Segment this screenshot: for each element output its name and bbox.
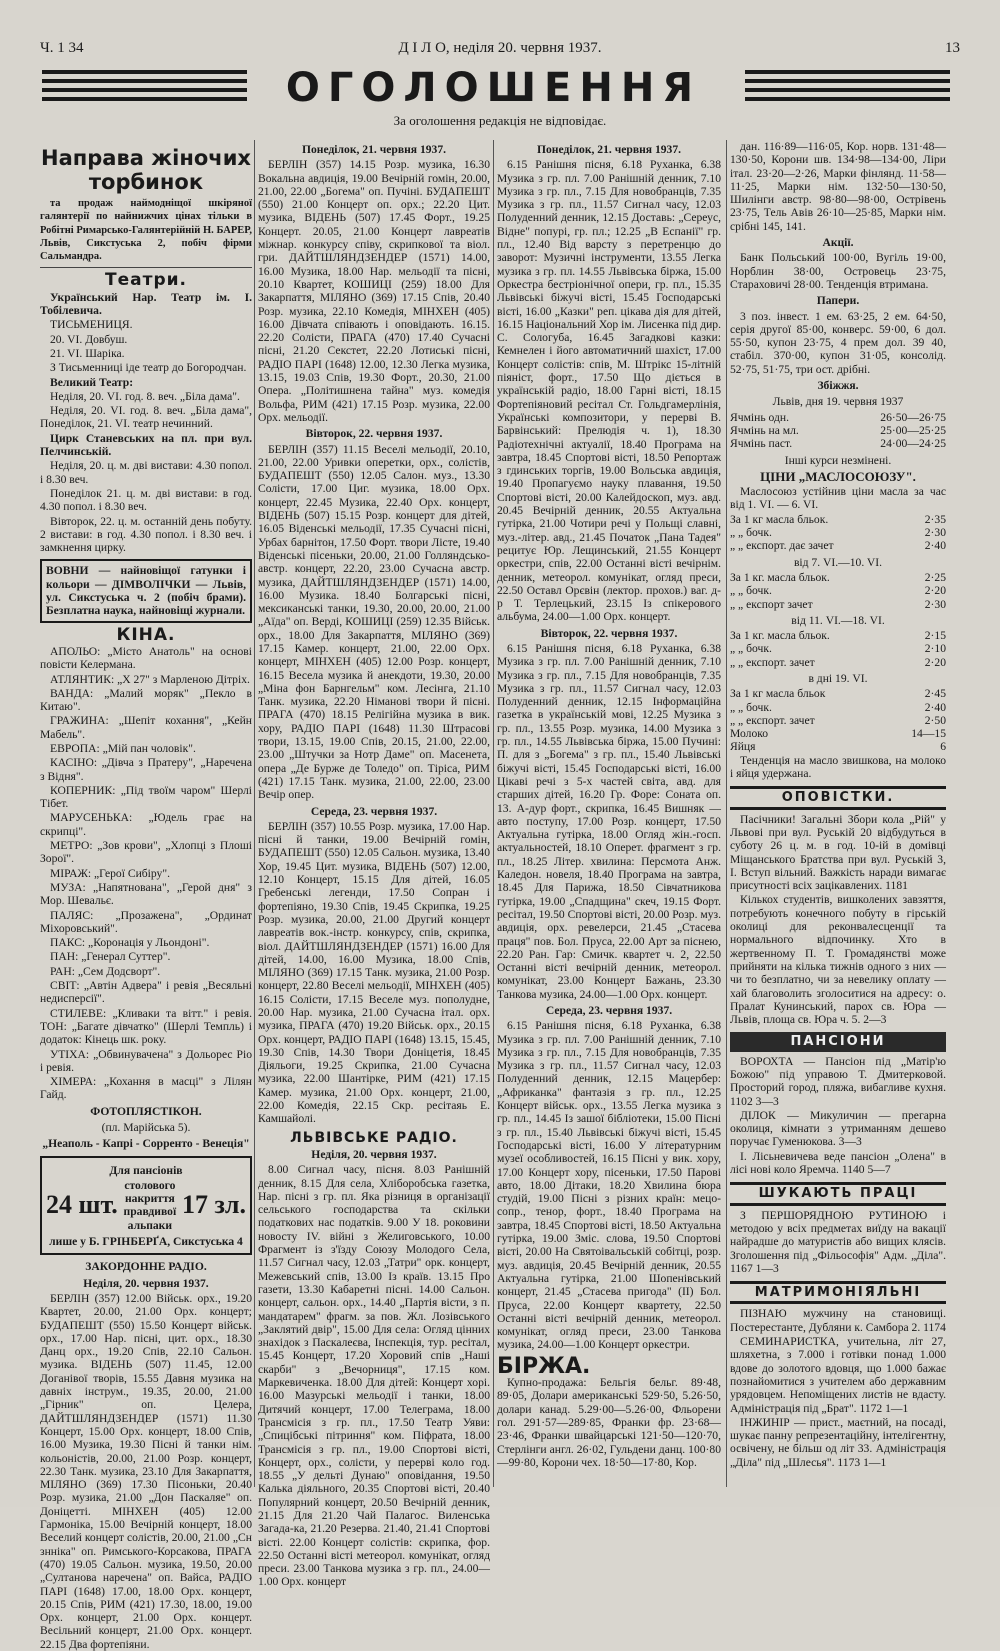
theatre-line: Український Нар. Театр ім. І. Тобілевича. [40, 290, 252, 318]
grain-row [730, 411, 946, 424]
tableware-count: 24 шт. [46, 1190, 118, 1220]
butter-prices-heading: ЦІНИ „МАСЛОСОЮЗУ". [760, 468, 916, 484]
column-divider [493, 140, 494, 1487]
cinema-line: УТІХА: „Обвинувачена" з Дольорес Ріо і ревія. [40, 1047, 252, 1074]
price-value: 2·15 [924, 629, 946, 643]
cinema-line: КАСІНО: „Дівча з Пратеру", „Наречена з Відня". [40, 756, 252, 783]
folio [40, 40, 960, 60]
price-period: від 7. VI.—10. VI. [793, 555, 883, 569]
price-value: 2·35 [924, 512, 946, 526]
column-divider [726, 140, 727, 1487]
foreign-radio-text: БЕРЛІН (357) 12.00 Військ. орх., 19.20 Квартет, 20.00, 21.00 Орх. концерт; БУДАПЕШТ (550) 15.50 Концерт військ. орх., 17.00 Нар. пісні, цит. орх., 18.30 Данц орх., 19.20 Спів, 22.10 Сальон. музика. ВІДЕНЬ (507) 11.45, 12.00 Доганівої творів, 15.55 Давня музика на давніх інструм., 19.35, 20.00, 21.00 „Гірник" оп. Целера, ДАЙТШЛЯНДЗЕНДЕР (1571) 11.30 Концерт, 15.00 Орх. концерт, 18.00 Спів, 16.00 Музика, 19.30 Пісні й танки нім. кольоністів, 20.00, 21.00 Розр. концерт, 22.30 Танк. музика, 23.10 Для Закарпаття, МІЛЯНО (369) 17.30 Пісоньки, 20.40 Розр. музика, 21.00 „Дон Паскаляе" оп. Доніцетті. МІНХЕН (405) 12.00 Гармоніка, 15.00 Вечірній концерт, 18.00 Веселий концерт солістів, 20.00, 21.00 „Сн знніка" оп. Римського-Корсакова, ПРАГА (470) 19.05 Сальон. музика, 19.50, 20.00 „Султанова наречена" оп. Вайса, РАДІО ПАРІ (1648) 17.00, 18.00 Орх. концерт, 20.15 Спів, РИМ (421) 17.30, 18.00, 19.00 Орх. концерт, 21.00 Орх. концерт. Весільний концерт, 21.00 Орх. концерт. 22.15 Два фортепіяни. [40, 1291, 252, 1651]
theatre-line: Понеділок 21. ц. м. дві вистави: в год. 4.30 попол. і 8.30 веч. [40, 486, 252, 514]
price-label: „ „ експорт. зачет [730, 655, 815, 669]
radio-day-heading: Понеділок, 21. червня 1937. [301, 143, 447, 156]
price-value: 2·40 [924, 700, 946, 714]
column-2 [258, 140, 490, 1589]
matrimonial-ad: СЕМИНАРИСТКА, учительна, літ 27, шляхетна, з 7.000 і готівки понад 1.000 вдове до золотого вдовця, що 1.000 бажає познайомитися з учителем або державним урядовцем. Непоміщених листів не вдасту. Адміністрація під „Брат". 1172 1—1 [730, 1335, 946, 1415]
tableware-ad-row [46, 1179, 246, 1232]
price-row [730, 687, 946, 700]
grain-name: Ячмінь одн. [730, 410, 789, 424]
price-row [730, 539, 946, 552]
radio-day-heading: Вівторок, 22. червня 1937. [540, 626, 678, 640]
folio-sheet-number: 13 [945, 40, 960, 56]
price-label: За 1 кг. масла бльок. [730, 570, 830, 584]
folio-masthead: Д І Л О, неділя 20. червня 1937. [398, 40, 602, 56]
cinema-line: АПОЛЬО: „Місто Анатоль" на основі повісти Келермана. [40, 644, 252, 672]
boarding-house-ad: ВОРОХТА — Пансіон під „Матір'ю Божою" під управою Т. Дмитерковой. Просторий город, пляжа, вибагливе кухня. 1102 3—3 [730, 1054, 946, 1108]
radio-program-text: 6.15 Ранішня пісня, 6.18 Руханка, 6.38 Музика з гр. пл. 7.00 Ранішній денник, 7.10 Музика з гр. пл., 7.15 Для новобранців, 7.35 Музика з гр. пл., 11.57 Сигнал часу, 12.03 Полуденний денник, 12.15 Інформаційна газетка в українській мові, 12.25 Музика з гр. пл., 13.55 Розр. музика, 14.00 Музика з гр. пл., 14.55 Львівська біржа, 15.00 Пучині: П. для з „Богема" з гр. пл., 15.40 Львівські біжучі вісті, 15.45 Господарські вісті, 16.00 Цікаві речі з 5-х частей світа, авд. для старших дітей, 16.20 Гр. Форе: Соната оп. 13. А-дур форт., скрипка, 16.45 Вишняк — авто поступу, 17.00 Розр. концерт, 17.50 Актуальна гутірка, 18.00 Огляд жін.-госп. актуальностей, 18.10 Оперет. фрагмент з гр. пл., 18.25 Літер. хвилина: Персмота Анж. Каледон. новеля, 18.40 Програма на завтра, 18.45 Для Парижа, 18.50 Сівчатникова гутірка, 19.00 „Спадщина" скеч, 19.15 Форт. ресітал, 19.50 Спортові вісті, 20.00 Розр. муз. авдиція, орх. ревелерси, 21.45 „Стасева праця" пов. Бол. Пруса, 22.00 Арт за піснею, 22.20 Ран. Гар: Смичк. квартет ч. 2, 22.50 Останні вісті вечірній денник, метеорол. комунікат, 23.00 Концерт Бажань, 23.30 Танкова музика, 24.00—1.00 Орх. концерт. [497, 641, 721, 1001]
radio-program-text: БЕРЛІН (357) 11.15 Веселі мельодії, 20.10, 21.00, 22.00 Уривки оперетки, орх., солістів, БУДАПЕШТ (550) 12.05 Салон. муз., 13.30 Солісти, 17.00 Циг. музика, 18.00 Орх. концерт, 22.45 Музика, 22.40 Орх. концерт, ВІДЕНЬ (507) 15.15 Розр. концерт для дітей, 16.05 Віденські мельодії, 17.35 Сучасні пісні, Урбах барнітон, 17.50 Форт. твори Лісте, 19.40 Віденські пісеньки, 20.00, 21.00 Голляндсько-австр. концерт, 22.20, 23.00 Сучасна австр. музика, ДАЙТШЛЯНДЗЕНДЕР (1571) 14.00, 16.00 Музика. 18.40 Болгарські пісні, мексиканські танки, 19.30, 20.00, 20.00, 21.00 „Аїда" оп. Верді, КОШИЦІ (259) 12.35 Військ. орх., 18.00 Для Закарпаття, МІЛЯНО (369) 17.15 Камер. концерт, 21.00, 22.00 Орх. концерт, МІНХЕН (405) 12.00 Розр. концерт, 16.15 Весела музика й анекдоти, 19.30, 20.00 „Міна фон Барнгельм" ком. Лесінга, 21.10 Танк. музика, 22.20 Німанові твори й пісні. ПРАГА (470) 18.15 Релігійна музика в вик. хору, РАДІО ПАРІ (1648) 11.30 Штрасові твори, 13.15, 19.00 Спів, 20.15, 21.00, 22.00, 23.00 „Штучки за Нотр Даме" оп. Масенета, опера „Де Бурже де Толедо" оп. Тіріса, РИМ (421) 17.15 Танк. музика, 21.00, 22.00, 23.00 Вечір опер. [258, 442, 490, 802]
price-label: „ „ експорт зачет [730, 597, 813, 611]
price-value: 2·30 [924, 526, 946, 540]
price-row [730, 727, 946, 740]
foreign-radio-day: Неділя, 20. червня 1937. [83, 1276, 209, 1290]
radio-day-heading: Понеділок, 21. червня 1937. [536, 143, 682, 156]
cinema-line: ГРАЖИНА: „Шепіт кохання", „Кейн Мабель". [40, 714, 252, 741]
matrimonial-ad: ІНЖИНІР — прист., маєтний, на посаді, шукає панну репрезентаційну, інтелігентну, освічену, не більш од літ 33. Адміністрація „Діла" під „Шлесья". 1173 1—1 [730, 1415, 946, 1469]
price-row [730, 526, 946, 539]
price-label: За 1 кг масла бльок. [730, 512, 829, 526]
price-period: в дні 19. VI. [808, 671, 868, 685]
price-label: „ „ бочк. [730, 584, 772, 598]
grain-note: Інші курси незмінені. [784, 453, 892, 467]
price-row [730, 513, 946, 526]
grain-name: Ячмінь паст. [730, 437, 793, 451]
cinema-line: РАН: „Сем Додсворт". [50, 964, 161, 978]
grain-price: 26·50—26·75 [880, 410, 946, 424]
tableware-price: 17 зл. [181, 1190, 246, 1220]
matrimonial-ad: ПІЗНАЮ мужчину на становищі. Постерестанте, Дубляни к. Самбора 2. 1174 [730, 1307, 946, 1334]
banner-note: За оголошення редакція не відповідає. [393, 113, 607, 128]
cinema-line: КОПЕРНИК: „Під твоїм чаром" Шерлі Тібет. [40, 783, 252, 811]
radio-program-text: БЕРЛІН (357) 14.15 Розр. музика, 16.30 Вокальна авдиція, 19.00 Вечірній гомін, 20.00, 21.00, 22.00 „Богема" оп. Пучіні. БУДАПЕШТ (550) 21.00 Концерт оп. орх.; 22.20 Цит. музика, ВІДЕНЬ (507) 17.45 Форт., 19.25 Концерт. 20.05, 21.00 Концерт лавреатів міжнар. конкурсу співу, скрипкової та віол. гри. ДАЙТШЛЯНДЗЕНДЕР (1571) 14.00, 16.00 Музика, 18.00 Нар. мельодії та пісні, 20.10 Квартет, КОШИЦІ (259) 18.00 Для Закарпаття, МІЛЯНО (369) 17.15 Спів, 20.40 Розр. музика, 22.10 Комедія, МІНХЕН (405) 16.00 Дівчата співають і оповідають. 16.15. 22.20 Солісти, ПРАГА (470) 17.40 Сучасні пісні, 21.20 Секстет, 22.20 Лотиські пісні, РАДІО ПАРІ (1648) 12.00, 12.30 Легка музика, 13.15, 19.03 Спів, 19.30 Форт., 20.30, 21.00 Опера. „Політишнена тайна" муз. комедія Вольфа, РИМ (421) 17.15 Розр. музика, 22.00 Орх. мельодії. [258, 158, 490, 424]
cinema-line: АТЛЯНТИК: „Х 27" з Марленою Дітріх. [50, 672, 250, 686]
price-value: 2·50 [924, 713, 946, 727]
column-divider [254, 140, 255, 1487]
theatre-line: Неділя, 20. VI. год. 8. веч. „Біла дама", Понеділок, 21. VI. театр нечинний. [40, 404, 252, 431]
radio-day-heading: Вівторок, 22. червня 1937. [305, 427, 443, 441]
price-row [730, 642, 946, 655]
wool-ad-box: ВОВНИ — найновіщої гатунки і кольори — ДІМВОЛІЧКИ — Львів, ул. Сикстуська ч. 2 (побіч брами). Безплатна наука, найновіщі журнали. [40, 559, 252, 622]
grain-row [730, 424, 946, 437]
exchange-heading: БІРЖА. [497, 1353, 591, 1379]
notices-heading: ОПОВІСТКИ. [730, 786, 946, 809]
cinema-line: МУЗА: „Напятнована", „Герой дня" з Мор. Шевальє. [40, 880, 252, 908]
price-label: „ „ бочк. [730, 642, 772, 656]
price-value: 2·45 [924, 687, 946, 701]
theatre-line: 21. VI. Шаріка. [50, 346, 125, 360]
butter-prices-intro: Маслосоюз устійнив ціни масла за час від 1. VI. — 6. VI. [730, 485, 946, 512]
grain-date: Львів, дня 19. червня 1937 [772, 395, 904, 409]
cinema-line: СВІТ: „Автін Адвера" і ревія „Весяльні недисперсії". [40, 979, 252, 1006]
theatre-line: Цирк Станевських на пл. при вул. Пелчинській. [40, 431, 252, 459]
tableware-desc: столового накриття правдивої альпаки [123, 1178, 177, 1232]
tableware-ad-top: Для пансіонів [109, 1163, 183, 1177]
radio-program-text: 6.15 Ранішня пісня, 6.18 Руханка, 6.38 Музика з гр. пл. 7.00 Ранішній денник, 7.10 Музика з гр. пл., 7.15 Для новобранців, 7.35 Музика з гр. пл., 11.57 Сигнал часу, 12.03 Полуденний денник, 12.15 Мацербер: „Африканка" фантазія з гр. пл., 12.25 Концерт військ. орх., 13.55 Легка музика з гр. пл., 14.45 Із зашої бібліотеки, 15.00 Пісні з гр. пл., 15.40 Львівські біжучі вісті, 15.45 Господарські вісті, 16.00 У літературним музеї особливостей, 16.15 Пісні у вик. хору, 17.00 Концерт хору, пісеньки, 17.50 Парові авто, 18.00 Дітаки, 18.20 Хвилина бюра студій, 19.00 Пісні з різних країн: мецо-сопр., тенор, форт., 18.40 Програма на завтра, 18.45 Спортові вісті, 18.50 Актуальна гутірка, 19.00 Зміс. слова, 19.50 Спортові вісті, 20.00 На Святоівальській собітці, розр. муз. авдиція, 20.45 Вечірній денник, 20.55 Актуальна гутірка, 21.00 Шопенівський концерт, 21.45 „Стасева пригода" (II) Бол. Пруса, 22.00 Концерт квартету, 22.50 Останні вісті вечірній денник, метеорол. комунікат, огляд преси, 23.00 Танкова музика, 24.00—1.00 Концерт оркестри. [497, 1019, 721, 1352]
price-label: „ „ експорт. зачет [730, 713, 815, 727]
radio-program-text: 6.15 Ранішня пісня, 6.18 Руханка, 6.38 Музика з гр. пл. 7.00 Ранішній денник, 7.10 Музика з гр. пл., 7.15 Для новобранців, 7.35 Музика з гр. пл., 11.57 Сигнал часу, 12.03 Полуденний денник, 12.15 Доставь: „Сереус, Відне" попурі, гр. пл.; 12.25 „В Еспанії" гр. пл., 12.40 Від варсту з перетренцю до заворот: Музичні інструменти, 13.55 Легка музика з гр. пл. 14.55 Львівська біржа, 15.00 Оркестра бестріонічної опери, гр. пл., 15.35 Львівські біжучі вісті, 15.45 Господарські вісті, 16.00 „Казки" реп. цікава дія для дітей, 16.15 Національний Хор ім. Лисенка під дир. С. Сологуба, 16.45 Загадкові казки: Кемнелен і його автоматичний шахіст, 17.00 Концерт солістів: спів, М. Штрікс 15-літній піяніст, форт., 17.50 Що діється в українській радіо, 18.00 Гарні вісті, 18.15 Фортепіяновий ресітал Ст. Гольдгамерлінія, Українські композитори, у перерві В. Барвінський: Прелюдія ч. 1), 18.30 Радіотехнічні актуалії, 18.40 Програма на завтра, 18.45 Спортові вісті, 18.50 Репортаж з гдинських торгів, 19.00 Вольська авдиція, 19.40 Пропагуємо науку плавання, 19.50 Спортові вісті, 20.00 Калейдоскоп, муз. авд. 20.45 Вечірній денник, 20.55 Актуальна гутірка, 21.00 Чотири речі у Польщі славні, муз.-літер. авд., 21.45 Початок „Пана Тадея" рецитує Юр. Лещинський, 21.55 Концерт оркестри, спів, 22.00 Останні вісті вечірнім. денник, метеорол. комунікат, огляд преси, 22.50 Оставл Орєвін (лектор. прохов.) ваг. д-р Т. Терлецький, 23.15 Із спікерового альбума, 24.00—1.00 Орх. концерт. [497, 158, 721, 624]
radio-program-text: БЕРЛІН (357) 10.55 Розр. музика, 17.00 Нар. пісні й танки, 19.00 Вечірній гомін, БУДАПЕШТ (550) 12.05 Сальон. музика, 13.40 Хор, 19.45 Цит. музика, ВІДЕНЬ (507) 12.00, 12.10 Концерт, 15.15 Для дітей, 16.05 Гребенські легенди, 17.50 Сопран і фортепіяно, 19.30 Спів, 19.45 Скрипка, 19.25 Розр. музика, 20.00, 21.00 Другий концерт лавреатів вок.-інстр. конкурсу, спів, скрипка, віол. ДАЙТШЛЯНДЗЕНДЕР (1571) 16.00 Для дітей, 14.00, 16.00 Музика, 18.00 Спів, МІЛЯНО (369) 17.15 Танк. музика, 21.00 Розр. концерт, 22.80 Веселі мельодії, МІНХЕН (405) 16.15 Солісти, 17.15 Веселе муз. пополудне, 20.00 Нар. музика, 21.00 Сучасна італ. орх. музика, ПРАГА (470) 19.20 Військ. орх., 20.15 Орх. концерт, РАДІО ПАРІ (1648) 13.15, 15.45, 19.30 Спів, 14.30 Твори Доніцетія, 18.45 Діяльоги, 19.25 Скрипка, 21.00 Сучасна музика, 22.00 Шантірке, РИМ (421) 17.15 Камер. музика, 21.00 Орх. концерт, 21.00, 22.00 Комедія, 22.15 Скр. ресітаяь Е. Камшайолі. [258, 819, 490, 1126]
theatre-line: Великий Театр: [50, 375, 134, 389]
theatre-line: 20. VI. Довбуш. [50, 332, 128, 346]
price-row [730, 629, 946, 642]
price-label: За 1 кг. масла бльок. [730, 629, 830, 643]
cinema-line: ПАЛЯС: „Прозажена", „Ординат Міхоровський". [40, 908, 252, 935]
tableware-ad-bottom: лише у Б. ГРІНБЕРҐА, Сикстуська 4 [49, 1235, 243, 1249]
theatres-heading: Театри. [105, 270, 187, 291]
price-row [730, 598, 946, 611]
shares-heading: Акції. [822, 236, 854, 250]
price-value: 2·10 [924, 642, 946, 656]
cinema-line: ЕВРОПА: „Мій пан чоловік". [50, 741, 196, 755]
theatre-line: ТИСЬМЕНИЦЯ. [50, 318, 133, 332]
butter-prices-note: Тенденція на масло звишкова, на молоко і яйця удержана. [730, 753, 946, 781]
cinema-line: МАРУСЕНЬКА: „Юдель грає на скрипці". [40, 811, 252, 838]
fotoplasticon-address: (пл. Марійська 5). [101, 1121, 191, 1134]
tableware-ad-box [40, 1156, 252, 1256]
notice-text: Кількох студентів, вишколених завзяття, потребують конечного побуту в гірській околиці для реконвалесценції та нормального відпочинку. Хто в жертвенному П. Т. Громадянстві може прийняти на кілька тижнів одного з них — чи то безплатно, чи за невелику оплату — хай благоволить зголоситися на адресу: о. Пралат Кунинський, парох св. Юра — Львів, площа св. Юра ч. 5. 2—3 [730, 893, 946, 1027]
price-value: 2·25 [924, 570, 946, 584]
column-3 [497, 140, 721, 1487]
grain-price: 24·00—24·25 [880, 437, 946, 451]
divider [40, 267, 252, 268]
shares-text: Банк Польський 100·00, Вугіль 19·00, Норблин 38·00, Островець 23·75, Стараховичі 28·00. Тенденція втримана. [730, 251, 946, 291]
cinema-line: МЕТРО: „Зов крови", „Хлопці з Плоші Зорої". [40, 839, 252, 866]
exchange-continued: дан. 116·89—116·05, Кор. норв. 131·48—130·50, Корони шв. 134·98—134·00, Ліри італ. 23·20—2·26, Марки фінлянд. 11·58—11·25, Марки нім. 132·50—130·50, Шилінги австр. 98·80—98·00, Острівень 23·75, Тель Авів 26·10—25·85, Марки нім. срібні 145, 141. [730, 140, 946, 233]
seeking-work-ad: З ПЕРШОРЯДНОЮ РУТИНОЮ і методою у всіх предметах виїду на вакації найрадше до матуристів або вищих клясів. Зголошення під „Фільософія" Адм. „Діла". 1167 1—3 [730, 1208, 946, 1275]
theatre-line: Неділя, 20. VI. год. 8. веч. „Біла дама". [50, 389, 240, 403]
price-period: від 11. VI.—18. VI. [791, 613, 885, 627]
price-value: 6 [940, 740, 946, 754]
price-row [730, 714, 946, 727]
cinema-line: ХІМЕРА: „Кохання в масці" з Лілян Гайд. [40, 1075, 252, 1102]
cinema-heading: КІНА. [116, 624, 176, 645]
ad-text: та продаж наймодніщої шкіряної галянтерії по найнижчих цінах тільки в Робітні Римарсько-Галянтерійній Н. БАРЕР, Львів, Сикстуська 2, побіч фірми Сальмандра. [40, 198, 252, 263]
cinema-line: СТИЛЕВЕ: „Кливаки та вітт." і ревія. ТОН: „Багате дівчатко" (Шерлі Темпль) і додаток: Кінець шк. року. [40, 1006, 252, 1047]
banner-rules-right [745, 70, 950, 106]
boarding-house-ad: І. Лісьневичева веде пансіон „Олена" в лісі нові коло Яремча. 1140 5—7 [730, 1149, 946, 1177]
price-label: Яйця [730, 740, 756, 754]
fotoplasticon-heading: ФОТОПЛЯСТІКОН. [90, 1104, 202, 1118]
ad-title: Направа жіночих торбинок [41, 146, 251, 194]
price-value: 2·20 [924, 655, 946, 669]
notice-text: Пасічники! Загальні Збори кола „Рій" у Львові при вул. Руській 20 відбудуться в суботу 26 ц. м. в год. 10-ій в домівці Міщанського Братства при вул. Руській 3, І. Вступ вільний. Важкість наради вимагає присутності всіх зацікавлених. 1181 [730, 812, 946, 893]
radio-day-heading: Середа, 23. червня 1937. [545, 1004, 673, 1017]
boarding-houses-heading: ПАНСІОНИ [730, 1032, 946, 1051]
fotoplasticon-program: „Неаполь - Капрі - Сорренто - Венеція" [42, 1137, 250, 1151]
foreign-radio-heading: ЗАКОРДОННЕ РАДІО. [85, 1260, 207, 1274]
theatre-line: Неділя, 20. ц. м. дві вистави: 4.30 попол. і 8.30 веч. [40, 459, 252, 486]
price-row [730, 740, 946, 753]
theatre-line: Вівторок, 22. ц. м. останній день побуту. 2 вистави: в год. 4.30 попол. і 8.30 веч. і замкнення цирку. [40, 514, 252, 555]
seeking-work-heading: ШУКАЮТЬ ПРАЦІ [730, 1182, 946, 1205]
theatre-line: З Тисьменниці іде театр до Богородчан. [50, 361, 247, 375]
boarding-house-ad: ДІЛОК — Микуличин — прегарна околиця, кімнати з утриманням дешево поручає Гуменюкова. 3—3 [730, 1108, 946, 1149]
exchange-text: Купно-продажа: Бельгія бельг. 89·48, 89·05, Долари американські 529·50, 5.26·50, долари канад. 5.29·00—5.26·00, Фльорени гол. 291·57—289·85, Франки фр. 23·68—23·46, Франки швайцарські 121·50—120·70, Стерлінги англ. 26·02, Гульдени данц. 100·80—99·80, Корони чех. 18·50—17·80, Кор. [497, 1376, 721, 1469]
price-label: „ „ бочк. [730, 526, 772, 540]
column-4 [730, 140, 946, 1487]
column-1 [40, 140, 252, 1651]
price-row [730, 584, 946, 597]
grain-name: Ячмінь на мл. [730, 423, 799, 437]
folio-page-number: Ч. 1 34 [40, 40, 84, 56]
cinema-line: ПАН: „Генерал Суттер". [50, 950, 171, 964]
grain-heading: Збіжжя. [817, 379, 859, 393]
lviv-radio-text: 8.00 Сигнал часу, пісня. 8.03 Ранішній денник, 8.15 Для села, Хліборобська газетка, Нар. пісні з гр. пл. Яка різниця в організації сельського господарства та скільки податкових нас податків. 9.00 У 18. роковини новосту IV. війні з Желиговського, 10.00 Фрагмент із з'їзду Союзу Молодого Села, 11.57 Сигнал часу, 12.03 „Татри" орк. концерт, Межевський спів, 13.00 Із країв. 13.15 Про газети, 13.30 Кабаретні пісні. 14.00 Сальон. концерт, сальон. орх., 14.40 „Партія вісти, з п. мандатарем" фрагм. за пов. Жл. Лозівського „Заклятий двір", 15.00 Для села: Огляд цінних знахідок з Паскалеєва, Інспекція, тур. ресітал, 15.45 Концерт, 17.20 Хоровий спів „Наші скарби" з „Вечорниця", 17.15 ком. Маркевиченка. 18.00 Для дітей: Концерт хорі. 16.00 Мазурські мельодії і танки, 18.00 Дитячий концерт, 17.00 Телеграма, 18.00 Трансмісія з гр. пл., 17.50 Театр Уяви: „Спицібські пітриння" ком. Піфрата, 18.00 Трансмісія з гр. пл., 19.00 Спортові вісті, Концерт, орх., солісти, у перерві коло год. 18.55 „У дельті Дунаю" оповідання, 19.50 Калька діяльного, 20.35 Спортові вісті, 20.40 Популярний концерт, 20.50 Вечірній денник, 21.15 Для 21.20 Чай Палагос. Виленська Загада-ка, 21.20 Резерва. 21.40, 21.41 Спортові вісті. 22.00 Концерт солістів: скрипка, фор. 22.50 Останні вісті метеорол. комунікат, огляд преси. 23.00 Танкова музика з гр. пл., 24.00—1.00 Орх. концерт [258, 1163, 490, 1589]
cinema-line: МІРАЖ: „Герої Сибіру". [50, 866, 170, 880]
lviv-radio-heading: ЛЬВІВСЬКЕ РАДІО. [290, 1129, 458, 1146]
price-row [730, 571, 946, 584]
securities-text: 3 поз. інвест. 1 ем. 63·25, 2 ем. 64·50, серія другої 85·00, конверс. 59·00, 6 дол. 55·50, купон 23·75, 4 прем дол. 39 40, стабіл. 370·00, купон 31·05, консолід. 52·75, 51·75, три ост. дрібні. [730, 309, 946, 376]
price-label: За 1 кг масла бльок [730, 687, 826, 701]
banner-title: ОГОЛОШЕННЯ [285, 65, 702, 111]
price-value: 2·20 [924, 584, 946, 598]
lviv-radio-day: Неділя, 20. червня 1937. [311, 1147, 437, 1161]
cinema-line: ПАКС: „Коронація у Льондоні". [50, 936, 210, 950]
matrimonial-heading: МАТРИМОНІЯЛЬНІ [730, 1281, 946, 1304]
price-label: Молоко [730, 727, 769, 741]
grain-row [730, 437, 946, 450]
banner-rules-left [42, 70, 247, 106]
price-value: 14—15 [911, 727, 946, 741]
price-row [730, 701, 946, 714]
securities-heading: Папери. [816, 294, 860, 308]
radio-day-heading: Середа, 23. червня 1937. [310, 804, 438, 818]
cinema-line: ВАНДА: „Малий моряк" „Пекло в Китаю". [40, 686, 252, 714]
price-value: 2·40 [924, 539, 946, 553]
price-value: 2·30 [924, 597, 946, 611]
grain-price: 25·00—25·25 [880, 423, 946, 437]
announcements-banner [42, 64, 950, 112]
price-row [730, 656, 946, 669]
price-label: „ „ експорт. дає зачет [730, 539, 834, 553]
price-label: „ „ бочк. [730, 700, 772, 714]
